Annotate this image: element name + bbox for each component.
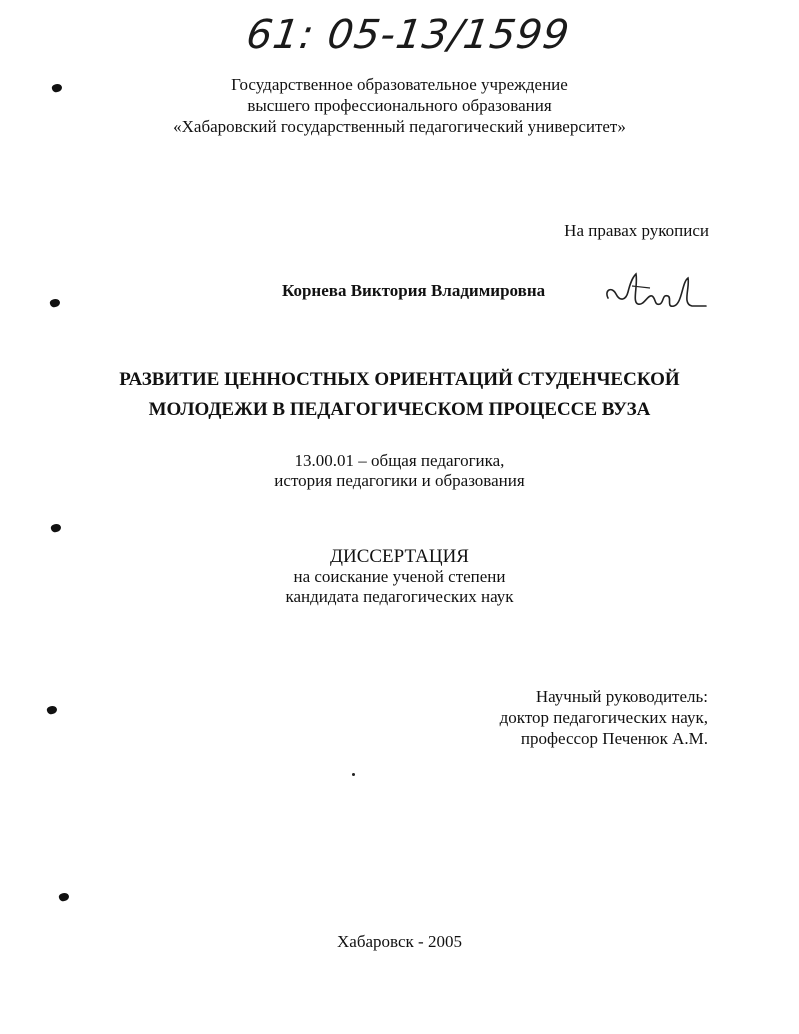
dissertation-block (0, 547, 799, 607)
specialty (0, 451, 799, 491)
title-line-1: РАЗВИТИЕ ЦЕННОСТНЫХ ОРИЕНТАЦИЙ СТУДЕНЧЕСКОЙ (119, 369, 680, 390)
supervisor-line-3: профессор Печенюк А.М. (520, 729, 708, 748)
dissertation-heading: ДИССЕРТАЦИЯ (330, 546, 469, 567)
degree-line-2: кандидата педагогических наук (285, 587, 514, 606)
institution-line-1: Государственное образовательное учреждение (231, 75, 568, 94)
institution-header (0, 74, 799, 137)
specialty-line-2: история педагогики и образования (274, 471, 525, 490)
degree-line-1: на соискание ученой степени (293, 567, 506, 586)
binding-hole-mark (49, 298, 61, 309)
specialty-line-1: 13.00.01 – общая педагогика, (294, 451, 505, 470)
institution-line-3: «Хабаровский государственный педагогический университет» (173, 117, 626, 136)
dissertation-title (0, 365, 799, 425)
supervisor-line-2: доктор педагогических наук, (499, 708, 708, 727)
title-line-2: МОЛОДЕЖИ В ПЕДАГОГИЧЕСКОМ ПРОЦЕССЕ ВУЗА (148, 399, 651, 420)
city-year: Хабаровск - 2005 (337, 932, 462, 951)
supervisor-block (500, 686, 708, 749)
speck (352, 773, 355, 776)
binding-hole-mark (58, 892, 70, 903)
author-name: Корнева Виктория Владимировна (282, 281, 546, 300)
binding-hole-mark (46, 705, 58, 716)
manuscript-note: На правах рукописи (564, 221, 709, 240)
archive-stamp: 61: 05-13/1599 (243, 12, 573, 58)
supervisor-line-1: Научный руководитель: (535, 687, 708, 706)
signature-icon (602, 264, 712, 316)
institution-line-2: высшего профессионального образования (247, 96, 552, 115)
binding-hole-mark (50, 523, 62, 534)
